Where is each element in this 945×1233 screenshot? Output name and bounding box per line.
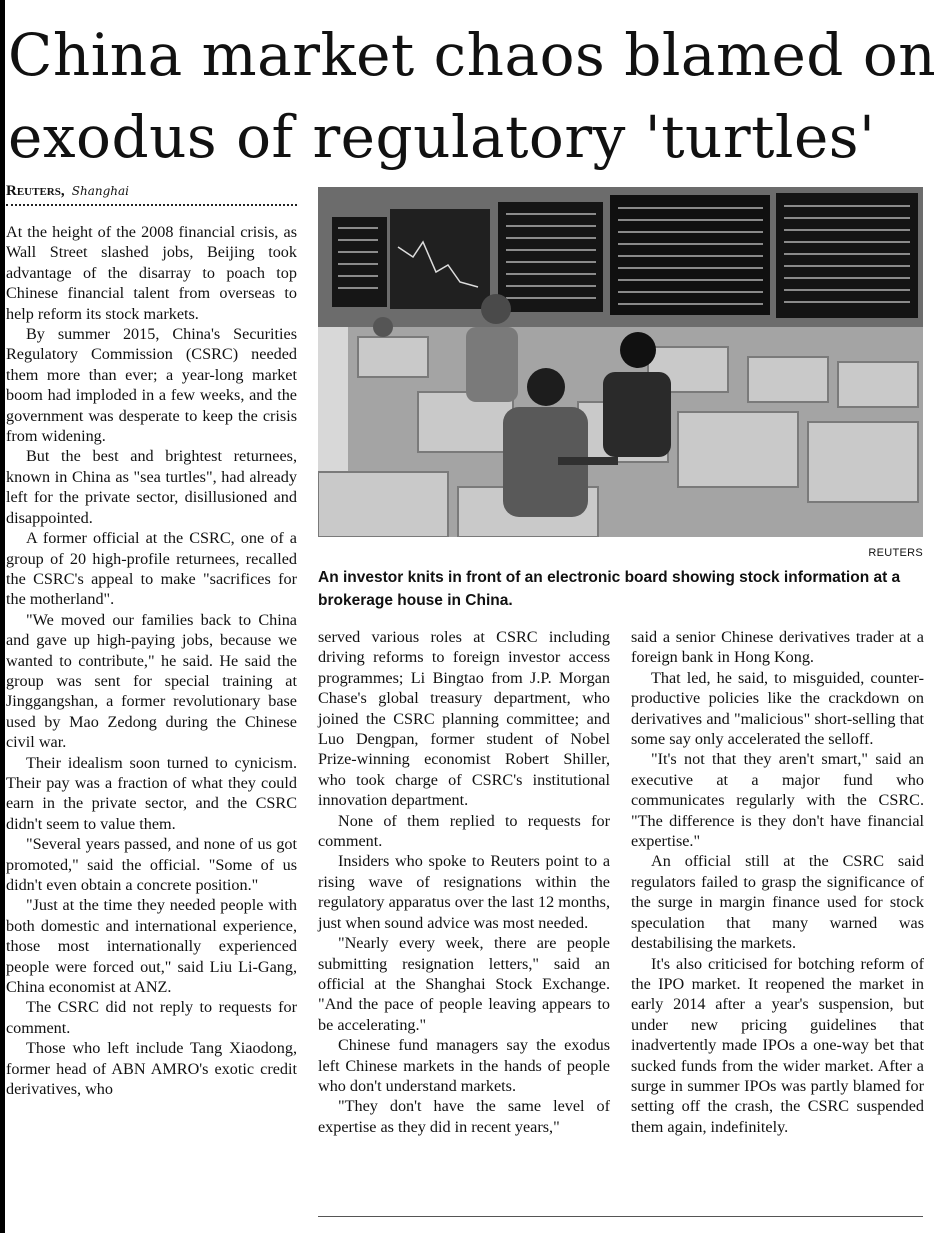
paragraph: said a senior Chinese derivatives trader at a foreign bank in Hong Kong. [631, 628, 924, 667]
paragraph: It's also criticised for botching reform of the IPO market. It reopened the market in early 2014 after a year's suspension, but under new pricing guidelines that inadvertently made IPOs a one-way bet that sucked funds from the wider market. After a surge in summer IPOs was partly blamed for setting off the crash, the CSRC suspended them again, indefinitely. [631, 954, 924, 1136]
article-column-3 [631, 627, 924, 1137]
paragraph: "They don't have the same level of expertise as they did in recent years," [318, 1097, 610, 1136]
headline [8, 14, 938, 178]
bottom-rule [318, 1216, 923, 1217]
byline-agency: Reuters, [6, 183, 65, 199]
byline-location: Shanghai [71, 184, 129, 198]
paragraph: "Several years passed, and none of us got promoted," said the official. "Some of us didn't even obtain a concrete position." [6, 835, 297, 894]
paragraph: "It's not that they aren't smart," said an executive at a major fund who communicates regularly with the CSRC. "The difference is they don't have financial expertise." [631, 750, 924, 851]
photo-caption: An investor knits in front of an electronic board showing stock information at a brokerage house in China. [318, 569, 901, 609]
paragraph: "We moved our families back to China and gave up high-paying jobs, because we wanted to contribute," he said. He said the group was sent for special training at Jinggangshan, a former revolutionary base used by Mao Zedong during the Chinese civil war. [6, 610, 297, 752]
photo-credit: REUTERS [868, 547, 923, 559]
paragraph: A former official at the CSRC, one of a group of 20 high-profile returnees, recalled the CSRC's appeal to make "sacrifices for the motherland". [6, 529, 297, 609]
paragraph: An official still at the CSRC said regulators failed to grasp the significance of the surge in margin finance used for stock speculation that many warned was destabilising the markets. [631, 852, 924, 953]
headline-line-2: exodus of regulatory 'turtles' [8, 103, 876, 171]
news-photo [318, 187, 923, 537]
paragraph: served various roles at CSRC including driving reforms to foreign investor access programmes; Li Bingtao from J.P. Morgan Chase's global treasury department, who joined the CSRC planning committee; and Luo Dengpan, former student of Nobel Prize-winning economist Robert Shiller, who took charge of CSRC's institutional innovation department. [318, 628, 610, 810]
byline [6, 183, 129, 200]
paragraph: But the best and brightest returnees, known in China as "sea turtles", had already left for the private sector, disillusioned and disappointed. [6, 447, 297, 527]
paragraph: By summer 2015, China's Securities Regulatory Commission (CSRC) needed them more than ever; a year-long market boom had imploded in a few weeks, and the government was desperate to keep the crisis from widening. [6, 325, 297, 446]
paragraph: Insiders who spoke to Reuters point to a rising wave of resignations within the regulatory apparatus over the last 12 months, just when sound advice was most needed. [318, 852, 610, 932]
brokerage-hall-illustration [318, 187, 923, 537]
paragraph: Chinese fund managers say the exodus left Chinese markets in the hands of people who don't understand markets. [318, 1036, 610, 1095]
paragraph: "Just at the time they needed people with both domestic and international experience, those most internationally experienced people were forced out," said Liu Li-Gang, China economist at ANZ. [6, 896, 297, 997]
article-column-1 [6, 222, 297, 1099]
paragraph: The CSRC did not reply to requests for comment. [6, 998, 297, 1037]
paragraph: Their idealism soon turned to cynicism. Their pay was a fraction of what they could earn in the private sector, and the CSRC didn't seem to value them. [6, 753, 297, 833]
paragraph: None of them replied to requests for comment. [318, 811, 610, 851]
headline-line-1: China market chaos blamed on [8, 21, 937, 89]
article-column-2 [318, 627, 610, 1137]
paragraph: Those who left include Tang Xiaodong, former head of ABN AMRO's exotic credit derivatives, who [6, 1039, 297, 1099]
paragraph: "Nearly every week, there are people submitting resignation letters," said an official at the Shanghai Stock Exchange. "And the pace of people leaving appears to be accelerating." [318, 934, 610, 1034]
paragraph: That led, he said, to misguided, counter-productive policies like the crackdown on derivatives and "malicious" short-selling that some say only accelerated the selloff. [631, 668, 924, 749]
paragraph: At the height of the 2008 financial crisis, as Wall Street slashed jobs, Beijing took advantage of the disarray to poach top Chinese financial talent from overseas to help reform its stock markets. [6, 223, 297, 323]
page-edge-bar [0, 0, 5, 1233]
byline-divider [6, 204, 297, 206]
